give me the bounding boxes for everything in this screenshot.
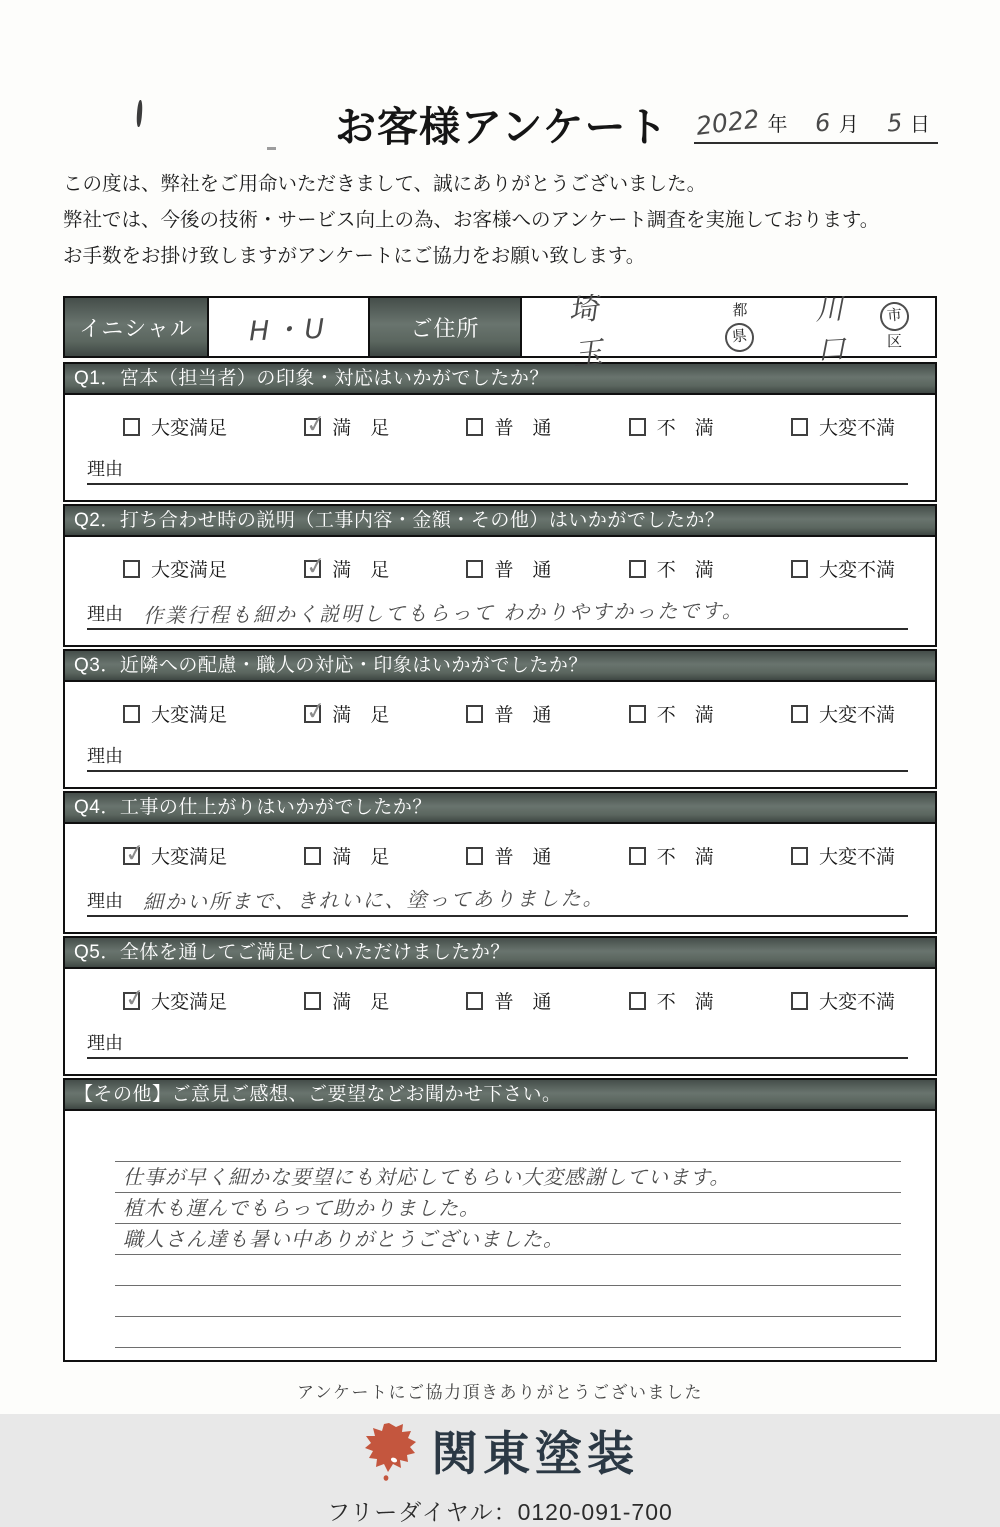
option-label: 不 満 (656, 992, 714, 1013)
option-label: 大変満足 (151, 705, 228, 726)
q3-option-very-dissatisfied[interactable] (791, 700, 895, 727)
q3-option-neutral[interactable] (466, 700, 551, 727)
q4-checkbox-neutral[interactable] (466, 847, 483, 865)
comment-line[interactable] (115, 1224, 901, 1255)
q4-checkbox-very-satisfied[interactable] (123, 838, 147, 868)
q2-checkbox-very-dissatisfied[interactable] (791, 560, 808, 578)
q4-options (65, 824, 935, 869)
q3-checkbox-very-dissatisfied[interactable] (791, 705, 808, 723)
q3-option-very-satisfied[interactable] (123, 700, 227, 727)
q4-option-very-satisfied[interactable] (123, 838, 228, 869)
comment-area (65, 1111, 935, 1360)
option-label: 満 足 (332, 560, 390, 581)
city-handwritten: 川口 (814, 292, 851, 367)
option-label: 満 足 (332, 418, 390, 439)
handwritten-check-icon: ✓ (123, 838, 147, 868)
option-label: 普 通 (494, 992, 552, 1013)
suffix-ku: 区 (886, 333, 902, 350)
q3-checkbox-very-satisfied[interactable] (123, 705, 140, 723)
q3-checkbox-dissatisfied[interactable] (629, 705, 646, 723)
question-section-q3 (63, 649, 937, 789)
option-label: 大変満足 (151, 418, 228, 439)
q4-reason-text: 細かい所まで、きれいに、塗ってありました。 (142, 885, 605, 915)
q1-option-very-satisfied[interactable] (123, 413, 227, 440)
reason-label: 理由 (87, 746, 123, 766)
comment-text: 仕事が早く細かな要望にも対応してもらい大変感謝しています。 (123, 1165, 731, 1189)
option-label: 不 満 (656, 560, 714, 581)
q2-checkbox-neutral[interactable] (466, 560, 483, 578)
option-label: 大変不満 (818, 560, 895, 581)
comment-line[interactable] (115, 1131, 901, 1162)
company-name: 関東塗装 (431, 1429, 639, 1481)
option-label: 満 足 (332, 847, 390, 868)
question-section-q4 (63, 791, 937, 934)
intro-line: この度は、弊社をご用命いただきまして、誠にありがとうございました。 (63, 173, 707, 195)
q1-checkbox-very-dissatisfied[interactable] (791, 418, 808, 436)
option-label: 不 満 (656, 418, 714, 439)
q2-option-very-satisfied[interactable] (123, 555, 227, 582)
comment-line[interactable] (115, 1193, 901, 1224)
scan-artifact (136, 100, 143, 127)
q2-checkbox-dissatisfied[interactable] (629, 560, 646, 578)
option-label: 満 足 (332, 705, 390, 726)
document-header (0, 0, 1000, 162)
suffix-shi-circled: 市 (879, 301, 910, 332)
page-title: お客様アンケート (335, 104, 669, 150)
q2-header: Q2．打ち合わせ時の説明（工事内容・金額・その他）はいかがでしたか？ (65, 506, 935, 537)
comment-line[interactable] (115, 1317, 901, 1348)
city-suffix-stack (880, 302, 909, 352)
q2-option-satisfied[interactable] (304, 551, 390, 582)
q5-reason-line[interactable] (87, 1029, 908, 1059)
company-logo (0, 1417, 1000, 1484)
q1-checkbox-neutral[interactable] (466, 418, 483, 436)
q5-options (65, 969, 935, 1014)
option-label: 満 足 (332, 992, 390, 1013)
q5-checkbox-very-dissatisfied[interactable] (791, 992, 808, 1010)
q3-option-dissatisfied[interactable] (629, 700, 714, 727)
comment-line[interactable] (115, 1162, 901, 1193)
comment-text: 職人さん達も暑い中ありがとうございました。 (123, 1227, 564, 1251)
q3-header: Q3．近隣への配慮・職人の対応・印象はいかがでしたか？ (65, 651, 935, 682)
option-label: 大変満足 (151, 847, 228, 868)
q1-checkbox-very-satisfied[interactable] (123, 418, 140, 436)
q5-checkbox-dissatisfied[interactable] (629, 992, 646, 1010)
intro-line: 弊社では、今後の技術・サービス向上の為、お客様へのアンケート調査を実施しております。 (63, 209, 880, 231)
q1-reason-line[interactable] (87, 455, 908, 485)
other-header: 【その他】ご意見ご感想、ご要望などお聞かせ下さい。 (65, 1080, 935, 1111)
q1-checkbox-dissatisfied[interactable] (629, 418, 646, 436)
scan-artifact (267, 147, 276, 150)
comment-text: 植木も運んでもらって助かりました。 (123, 1196, 480, 1220)
q5-option-dissatisfied[interactable] (629, 987, 714, 1014)
q5-option-neutral[interactable] (466, 987, 551, 1014)
date-month-label: 月 (838, 114, 859, 136)
option-label: 大変不満 (818, 418, 895, 439)
prefecture-handwritten: 埼玉 (566, 291, 608, 374)
q2-option-very-dissatisfied[interactable] (791, 555, 895, 582)
intro-line: お手数をお掛け致しますがアンケートにご協力をお願い致します。 (63, 245, 646, 267)
suffix-to: 都 (732, 302, 748, 320)
q5-option-satisfied[interactable] (304, 987, 389, 1014)
question-section-q2 (63, 504, 937, 647)
address-field[interactable] (522, 291, 935, 374)
q4-checkbox-dissatisfied[interactable] (629, 847, 646, 865)
q1-checkbox-satisfied[interactable] (304, 409, 329, 439)
q3-checkbox-neutral[interactable] (466, 705, 483, 723)
kanto-map-icon (361, 1420, 421, 1482)
q4-option-very-dissatisfied[interactable] (791, 842, 895, 869)
option-label: 普 通 (494, 705, 552, 726)
option-label: 大変満足 (151, 992, 228, 1013)
comment-line[interactable] (115, 1286, 901, 1317)
q4-checkbox-very-dissatisfied[interactable] (791, 847, 808, 865)
q2-options (65, 537, 935, 582)
q4-option-neutral[interactable] (466, 842, 551, 869)
option-label: 普 通 (494, 560, 552, 581)
reason-label: 理由 (87, 891, 123, 911)
reason-label: 理由 (87, 604, 123, 624)
reason-label: 理由 (87, 459, 123, 479)
q2-option-neutral[interactable] (466, 555, 551, 582)
option-label: 不 満 (656, 705, 714, 726)
q5-option-very-satisfied[interactable] (123, 983, 228, 1014)
date-day-label: 日 (910, 114, 930, 136)
option-label: 大変不満 (818, 847, 895, 868)
q4-option-dissatisfied[interactable] (629, 842, 714, 869)
option-label: 普 通 (494, 847, 552, 868)
date-day-handwritten: 5 (885, 108, 903, 138)
handwritten-check-icon: ✓ (123, 983, 147, 1013)
thanks-message: アンケートにご協力頂きありがとうございました (297, 1383, 703, 1402)
initial-field[interactable] (209, 298, 370, 356)
suffix-ken-circled: 県 (724, 322, 755, 353)
comment-line[interactable] (115, 1255, 901, 1286)
q2-checkbox-very-satisfied[interactable] (123, 560, 140, 578)
q5-checkbox-satisfied[interactable] (304, 992, 321, 1010)
option-label: 大変不満 (818, 705, 895, 726)
option-label: 不 満 (656, 847, 714, 868)
reason-label: 理由 (87, 1033, 123, 1053)
handwritten-check-icon: ✓ (304, 551, 329, 581)
phone-number: フリーダイヤル：0120-091-700 (327, 1499, 673, 1525)
intro-paragraph (63, 166, 940, 274)
initial-label: イニシャル (65, 298, 209, 356)
survey-date-field[interactable] (694, 104, 938, 144)
question-section-q5 (63, 936, 937, 1076)
q5-checkbox-neutral[interactable] (466, 992, 483, 1010)
date-year-handwritten: 2022 (694, 104, 761, 141)
q2-reason-text: 作業行程も細かく説明してもらって わかりやすかったです。 (142, 598, 744, 628)
option-label: 大変不満 (818, 992, 895, 1013)
date-month-handwritten: 6 (814, 108, 832, 138)
customer-info-row (63, 291, 937, 374)
q4-option-satisfied[interactable] (304, 842, 389, 869)
date-year-label: 年 (767, 114, 788, 136)
q1-options (65, 395, 935, 440)
option-label: 普 通 (494, 418, 552, 439)
q3-options (65, 682, 935, 727)
q1-option-dissatisfied[interactable] (629, 413, 714, 440)
q1-header: Q1．宮本（担当者）の印象・対応はいかがでしたか？ (65, 364, 935, 395)
q2-checkbox-satisfied[interactable] (304, 551, 329, 581)
address-label: ご住所 (370, 298, 522, 356)
q4-checkbox-satisfied[interactable] (304, 847, 321, 865)
initial-handwritten: H・U (248, 313, 329, 347)
option-label: 大変満足 (151, 560, 228, 581)
q3-option-satisfied[interactable] (304, 696, 390, 727)
q5-header: Q5．全体を通してご満足していただけましたか？ (65, 938, 935, 969)
q5-option-very-dissatisfied[interactable] (791, 987, 895, 1014)
q3-checkbox-satisfied[interactable] (304, 696, 329, 726)
q4-header: Q4．工事の仕上がりはいかがでしたか？ (65, 793, 935, 824)
q4-reason-line[interactable] (87, 884, 908, 917)
q2-option-dissatisfied[interactable] (629, 555, 714, 582)
q1-option-satisfied[interactable] (304, 409, 390, 440)
handwritten-check-icon: ✓ (304, 696, 329, 726)
prefecture-suffix-stack (725, 302, 754, 352)
q1-option-neutral[interactable] (466, 413, 551, 440)
q5-checkbox-very-satisfied[interactable] (123, 983, 147, 1013)
q2-reason-line[interactable] (87, 597, 908, 630)
handwritten-check-icon: ✓ (304, 409, 329, 439)
q3-reason-line[interactable] (87, 742, 908, 772)
q1-option-very-dissatisfied[interactable] (791, 413, 895, 440)
question-section-q1 (63, 362, 937, 502)
other-comments-section (63, 1078, 937, 1362)
